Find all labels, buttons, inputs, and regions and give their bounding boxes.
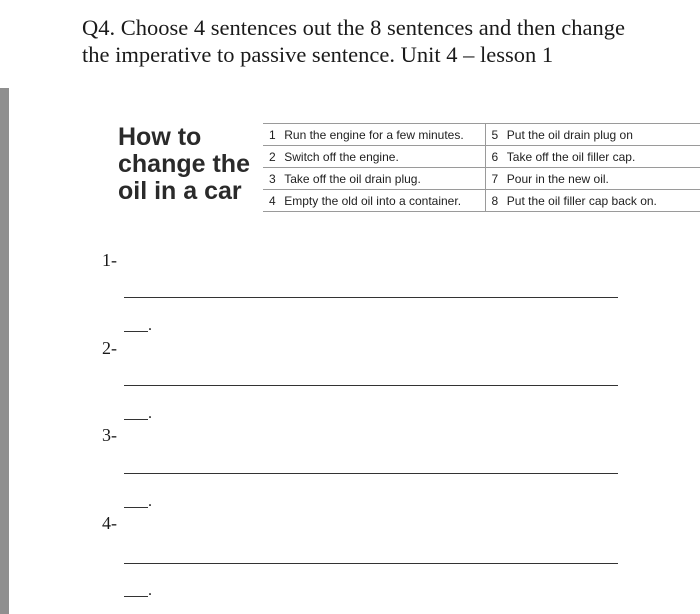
step-number: 4: [263, 190, 284, 212]
step-number: 8: [485, 190, 507, 212]
answer-end-period: .: [148, 582, 152, 599]
left-margin-bar: [0, 88, 9, 614]
answer-label-1: 1-: [102, 250, 117, 270]
answer-line-2[interactable]: [124, 385, 618, 386]
step-number: 2: [263, 146, 284, 168]
steps-table: [263, 123, 700, 212]
step-text: Pour in the new oil.: [507, 168, 700, 190]
answer-label-2: 2-: [102, 338, 117, 358]
answer-line-1[interactable]: [124, 297, 618, 298]
answer-end-dash: [124, 596, 148, 597]
answer-end-dash: [124, 507, 148, 508]
answer-end-dash: [124, 331, 148, 332]
answer-line-4[interactable]: [124, 563, 618, 564]
answer-label-3: 3-: [102, 425, 117, 445]
step-number: 7: [485, 168, 507, 190]
title-line-3: oil in a car: [118, 177, 242, 205]
answer-end-period: .: [148, 405, 152, 422]
answer-end-4[interactable]: [124, 583, 154, 599]
table-row: [263, 190, 700, 212]
step-text: Put the oil drain plug on: [507, 124, 700, 146]
step-text: Switch off the engine.: [284, 146, 485, 168]
table-row: [263, 124, 700, 146]
step-text: Take off the oil drain plug.: [284, 168, 485, 190]
answer-label-4: 4-: [102, 513, 117, 533]
answer-end-1[interactable]: [124, 318, 154, 334]
table-row: [263, 146, 700, 168]
step-text: Take off the oil filler cap.: [507, 146, 700, 168]
step-text: Empty the old oil into a container.: [284, 190, 485, 212]
step-text: Run the engine for a few minutes.: [284, 124, 485, 146]
worksheet-title: [118, 124, 250, 205]
title-line-1: How to: [118, 123, 202, 151]
title-line-2: change the: [118, 150, 250, 178]
answer-end-period: .: [148, 317, 152, 334]
answer-end-3[interactable]: [124, 494, 154, 510]
step-number: 5: [485, 124, 507, 146]
step-number: 6: [485, 146, 507, 168]
answer-end-period: .: [148, 493, 152, 510]
answer-line-3[interactable]: [124, 473, 618, 474]
question-text: Q4. Choose 4 sentences out the 8 sentences and then change the imperative to passive sentence. Unit 4 – lesson 1: [82, 15, 625, 67]
answer-end-dash: [124, 419, 148, 420]
table-row: [263, 168, 700, 190]
step-number: 3: [263, 168, 284, 190]
step-text: Put the oil filler cap back on.: [507, 190, 700, 212]
step-number: 1: [263, 124, 284, 146]
answer-end-2[interactable]: [124, 406, 154, 422]
